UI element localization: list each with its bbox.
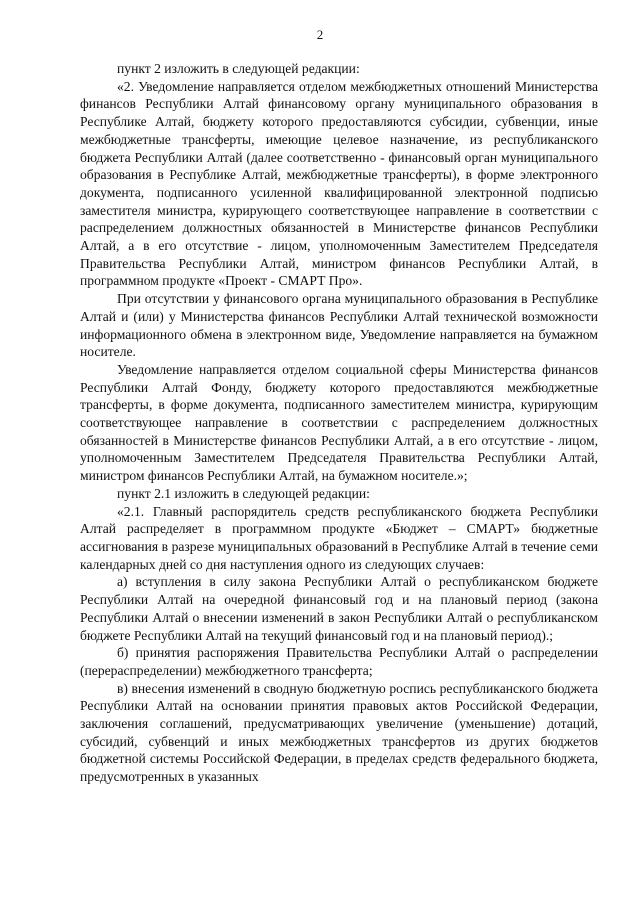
paragraph-instruction-point-2: пункт 2 изложить в следующей редакции: <box>117 61 360 76</box>
paragraph-social-sphere-notice: Уведомление направляется отделом социальной сферы Министерства финансов Республики Алтай Фонду, бюджету которого предоставляются межбюджетные трансферты, в форме документа, подписанного заместителем министра, курирующим соответствующее направление в соответствии с распределением должностных обязанностей в Министерстве финансов Республики Алтай, а в его отсутствие - лицом, уполномоченным Заместителем Председателя Правительства Республики Алтай, министром финансов Республики Алтай, на бумажном носителе.»; <box>80 361 598 484</box>
page-number: 2 <box>316 27 324 42</box>
paragraph-point-2-1-distribution: «2.1. Главный распорядитель средств республиканского бюджета Республики Алтай распределяет в программном продукте «Бюджет – СМАРТ» бюджетные ассигнования в разрезе муниципальных образований в Республике Алтай в течение семи календарных дней со дня наступления одного из следующих случаев: <box>80 503 598 572</box>
paragraph-case-v: в) внесения изменений в сводную бюджетную роспись республиканского бюджета Республики Алтай на основании принятия правовых актов Российской Федерации, заключения соглашений, предусматривающих увеличение (уменьшение) дотаций, субсидий, субвенций и иных межбюджетных трансфертов из других бюджетов бюджетной системы Российской Федерации, в пределах средств федерального бюджета, предусмотренных в указанных <box>80 680 598 785</box>
paragraph-case-b: б) принятия распоряжения Правительства Республики Алтай о распределении (перераспределении) межбюджетного трансферта; <box>80 645 598 678</box>
paragraph-case-a: а) вступления в силу закона Республики Алтай о республиканском бюджете Республики Алтай на очередной финансовый год и на плановый период (закона Республики Алтай о внесении изменений в закон Республики Алтай о республиканском бюджете Республики Алтай на текущий финансовый год и на плановый период).; <box>80 574 598 643</box>
paragraph-point-2-notification: «2. Уведомление направляется отделом межбюджетных отношений Министерства финансов Республики Алтай финансовому органу муниципального образования в Республике Алтай, бюджету которого предоставляются субсидии, субвенции, иные межбюджетные трансферты, имеющие целевое назначение, из республиканского бюджета Республики Алтай (далее соответственно - финансовый орган муниципального образования в Республике Алтай, межбюджетные трансферты), в форме электронного документа, подписанного усиленной квалифицированной электронной подписью заместителя министра, курирующего соответствующее направление в соответствии с распределением должностных обязанностей в Министерстве финансов Республики Алтай, а в его отсутствие - лицом, уполномоченным Заместителем Председателя Правительства Республики Алтай, министром финансов Республики Алтай, в программном продукте «Проект - СМАРТ Про». <box>80 78 598 289</box>
document-body <box>80 60 598 786</box>
paragraph-paper-notice: При отсутствии у финансового органа муниципального образования в Республике Алтай и (или) у Министерства финансов Республики Алтай технической возможности информационного обмена в электронном виде, Уведомление направляется на бумажном носителе. <box>80 291 598 360</box>
paragraph-instruction-point-2-1: пункт 2.1 изложить в следующей редакции: <box>117 485 370 501</box>
